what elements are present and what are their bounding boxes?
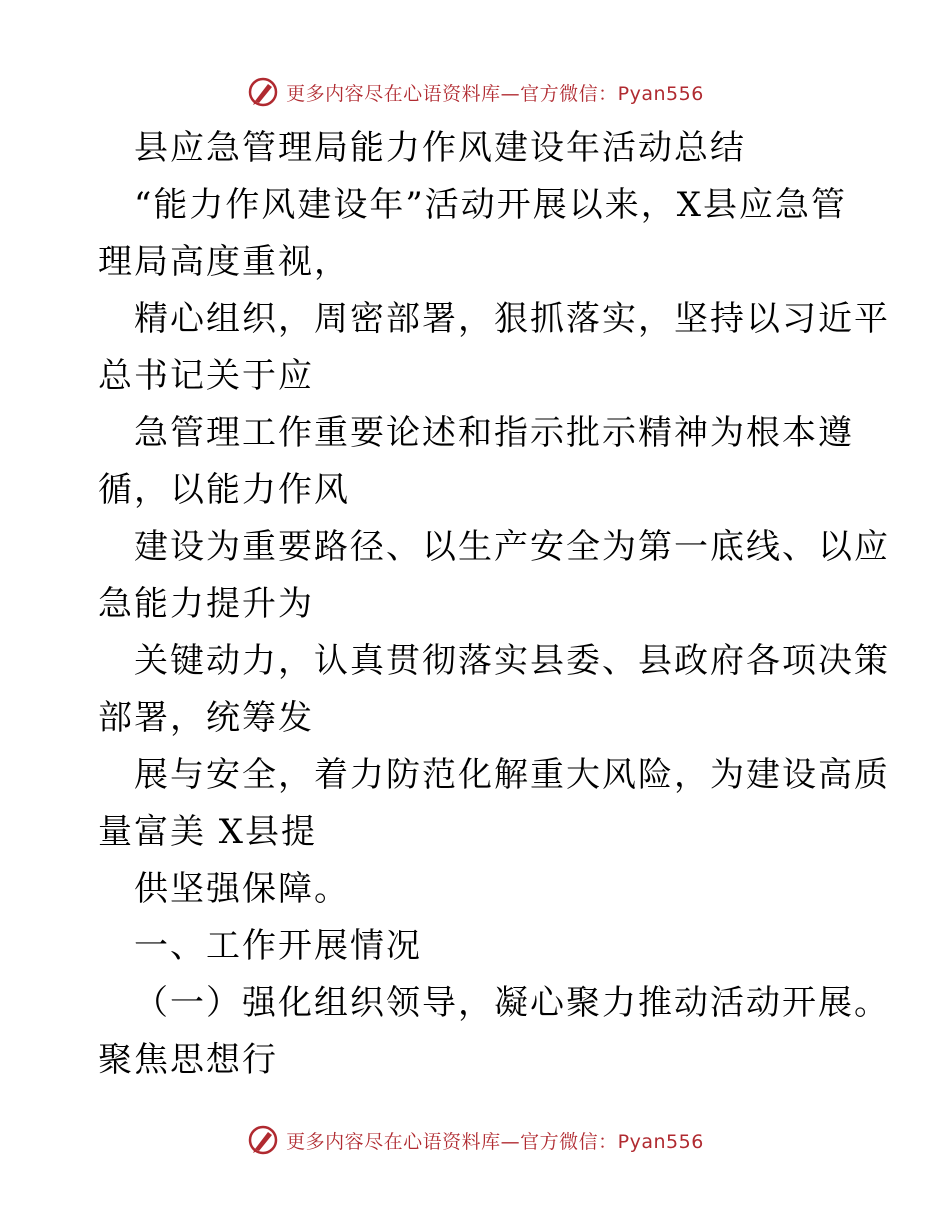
paragraph-line: 展与安全，着力防范化解重大风险，为建设高质	[134, 755, 890, 795]
paragraph-line: 建设为重要路径、以生产安全为第一底线、以应	[134, 527, 890, 567]
paragraph-line: “能力作风建设年”活动开展以来，X县应急管	[134, 185, 847, 225]
pen-logo-icon	[246, 1123, 280, 1157]
footer-banner-text: 更多内容尽在心语资料库—官方微信：Pyan556	[286, 1130, 704, 1153]
paragraph-line: 理局高度重视，	[98, 242, 350, 282]
paragraph-line: 急能力提升为	[98, 584, 314, 624]
paragraph-line: 精心组织，周密部署，狠抓落实，坚持以习近平	[134, 299, 890, 339]
paragraph-line: 循，以能力作风	[98, 470, 350, 510]
section-heading: 一、工作开展情况	[134, 926, 422, 966]
paragraph-line: 关键动力，认真贯彻落实县委、县政府各项决策	[134, 641, 890, 681]
header-banner	[0, 72, 950, 112]
paragraph-line: 急管理工作重要论述和指示批示精神为根本遵	[134, 413, 854, 453]
subsection-heading: （一）强化组织领导，凝心聚力推动活动开展。	[134, 983, 890, 1023]
paragraph-line: 部署，统筹发	[98, 698, 314, 738]
footer-banner	[0, 1120, 950, 1160]
document-body	[98, 120, 890, 1089]
header-banner-text: 更多内容尽在心语资料库—官方微信：Pyan556	[286, 82, 704, 105]
paragraph-line: 供坚强保障。	[134, 869, 350, 909]
paragraph-line: 量富美 X县提	[98, 812, 318, 852]
paragraph-line: 总书记关于应	[98, 356, 314, 396]
paragraph-line: 聚焦思想行	[98, 1040, 278, 1080]
pen-logo-icon	[246, 75, 280, 109]
document-title: 县应急管理局能力作风建设年活动总结	[134, 128, 746, 168]
